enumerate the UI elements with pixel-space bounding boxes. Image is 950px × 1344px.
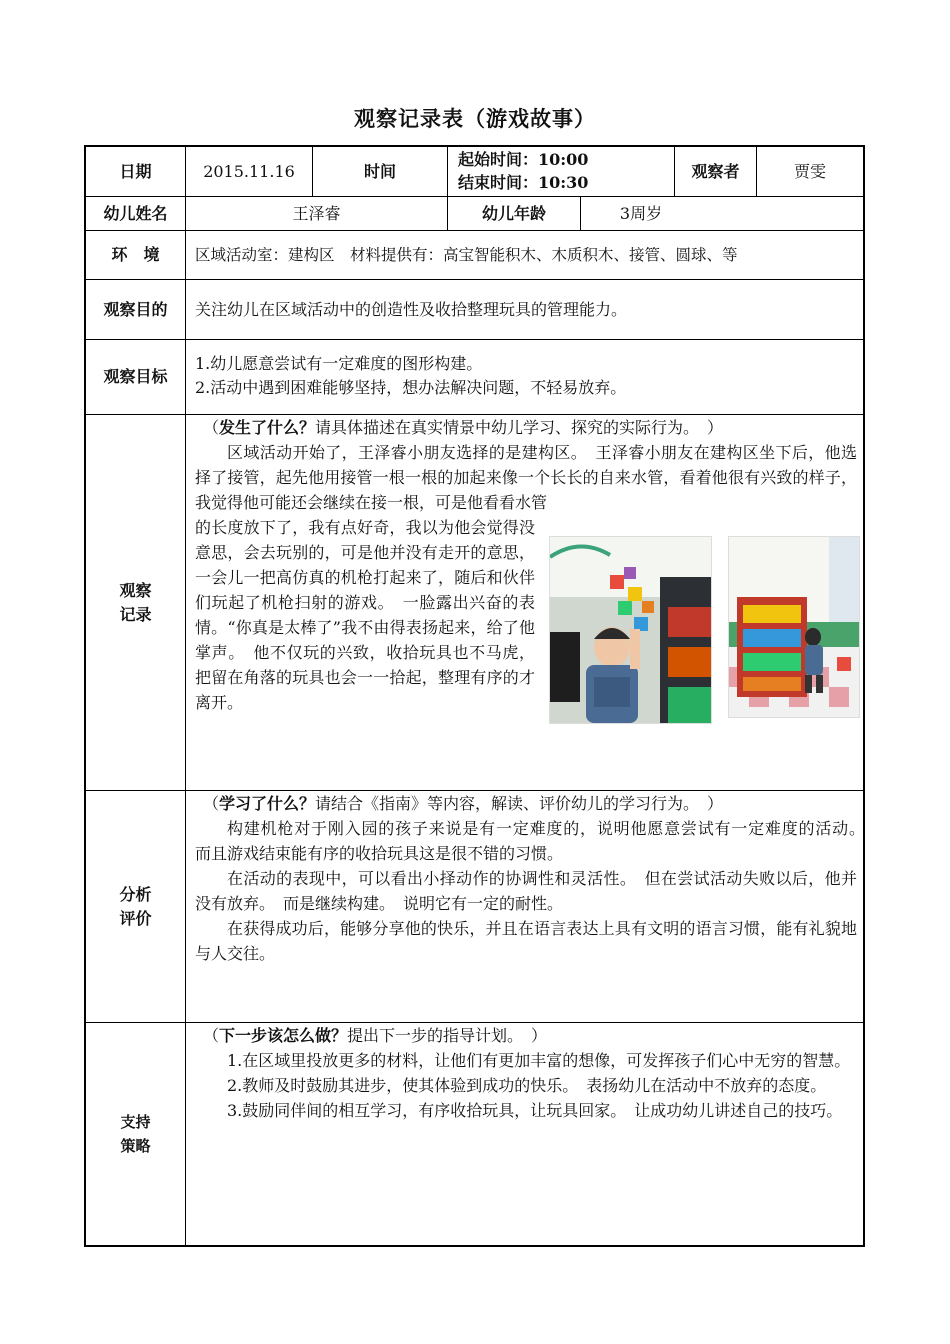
- end-time: 结束时间：10:30: [458, 173, 589, 192]
- child-name-label: 幼儿姓名: [103, 203, 168, 223]
- analysis-prompt: （学习了什么？请结合《指南》等内容，解读、评价幼儿的学习行为。 ）: [203, 794, 724, 813]
- date-label: 日期: [119, 161, 152, 181]
- environment-value: 区域活动室：建构区 材料提供有：高宝智能积木、木质积木、接管、圆球、等: [195, 246, 738, 264]
- analysis-paragraph: 构建机枪对于刚入园的孩子来说是有一定难度的，说明他愿意尝试有一定难度的活动。 而且游戏结束能有序的收拾玩具这是很不错的习惯。: [195, 819, 874, 863]
- environment-label: 环 境: [111, 245, 160, 264]
- date-value: 2015.11.16: [203, 161, 295, 181]
- analysis-prompt-question: 学习了什么？: [219, 794, 316, 813]
- record-label: [86, 415, 185, 790]
- child-tidying-photo: [728, 536, 860, 718]
- analysis-label: [86, 791, 185, 1022]
- purpose-label: 观察目的: [103, 299, 168, 319]
- column-divider: [185, 145, 186, 1247]
- start-time: 起始时间：10:00: [458, 150, 589, 169]
- column-divider: [447, 145, 448, 196]
- analysis-content: [195, 791, 874, 966]
- goal-item: 1.幼儿愿意尝试有一定难度的图形构建。: [195, 354, 483, 373]
- analysis-label-line2: 评价: [119, 908, 152, 928]
- row-divider: [84, 339, 865, 340]
- support-paragraph: 1.在区域里投放更多的材料，让他们有更加丰富的想像，可发挥孩子们心中无穷的智慧。: [227, 1051, 851, 1070]
- record-label-line1: 观察: [119, 580, 152, 600]
- analysis-label-line1: 分析: [119, 884, 152, 904]
- support-paragraph: 2.教师及时鼓励其进步，使其体验到成功的快乐。 表扬幼儿在活动中不放弃的态度。: [227, 1076, 827, 1095]
- support-prompt: （下一步该怎么做？提出下一步的指导计划。 ）: [203, 1026, 548, 1045]
- purpose-value: 关注幼儿在区域活动中的创造性及收拾整理玩具的管理能力。: [195, 299, 628, 319]
- goals-list: [195, 352, 863, 400]
- page-title: 观察记录表（游戏故事）: [354, 106, 596, 131]
- analysis-paragraph: 在活动的表现中，可以看出小择动作的协调性和灵活性。 但在尝试活动失败以后，他并没有放弃。 而是继续构建。 说明它有一定的耐性。: [195, 869, 857, 913]
- record-content: [195, 415, 857, 515]
- support-prompt-question: 下一步该怎么做？: [219, 1026, 348, 1045]
- child-playing-photo: [549, 536, 712, 724]
- time-range: [458, 148, 673, 194]
- support-prompt-text: 提出下一步的指导计划。 ）: [347, 1026, 548, 1045]
- child-name-value: 王泽睿: [292, 203, 341, 223]
- analysis-prompt-text: 请结合《指南》等内容，解读、评价幼儿的学习行为。 ）: [315, 794, 724, 813]
- time-label: 时间: [363, 161, 396, 181]
- support-paragraph: 3.鼓励同伴间的相互学习，有序收拾玩具，让玩具回家。 让成功幼儿讲述自己的技巧。: [227, 1101, 843, 1120]
- goal-item: 2.活动中遇到困难能够坚持，想办法解决问题，不轻易放弃。: [195, 378, 627, 397]
- goals-label: 观察目标: [103, 367, 168, 386]
- record-prompt-question: 发生了什么？: [219, 418, 316, 437]
- support-label: [86, 1023, 185, 1245]
- observer-label: 观察者: [691, 161, 740, 181]
- support-label-line2: 策略: [120, 1137, 151, 1155]
- analysis-paragraph: 在获得成功后，能够分享他的快乐，并且在语言表达上具有文明的语言习惯，能有礼貌地与人交往。: [195, 919, 857, 963]
- child-age-value: 3周岁: [619, 203, 663, 223]
- observer-value: 贾雯: [793, 161, 826, 181]
- support-label-line1: 支持: [120, 1113, 151, 1131]
- record-prompt: （发生了什么？请具体描述在真实情景中幼儿学习、探究的实际行为。 ）: [203, 418, 724, 437]
- record-prompt-text: 请具体描述在真实情景中幼儿学习、探究的实际行为。 ）: [315, 418, 724, 437]
- record-label-line2: 记录: [119, 604, 152, 624]
- child-age-label: 幼儿年龄: [481, 203, 546, 223]
- record-text-narrow: 的长度放下了，我有点好奇，我以为他会觉得没意思，会去玩别的，可是他并没有走开的意思，一会儿一把高仿真的机枪打起来了，随后和伙伴们玩起了机枪扫射的游戏。 一脸露出兴奋的表情。“你真是太棒了”我不由得表扬起来，给了他掌声。 他不仅玩的兴致，收拾玩具也不马虎，把留在角落的玩具也会一一拾起，整理有序的才离开。: [195, 518, 535, 712]
- record-text-full: 区域活动开始了，王泽睿小朋友选择的是建构区。 王泽睿小朋友在建构区坐下后，他选择了接管，起先他用接管一根一根的加起来像一个长长的自来水管，看着他很有兴致的样子，我觉得他可能还会继续在接一根，可是他看看水管: [195, 443, 857, 512]
- support-content: [195, 1023, 857, 1123]
